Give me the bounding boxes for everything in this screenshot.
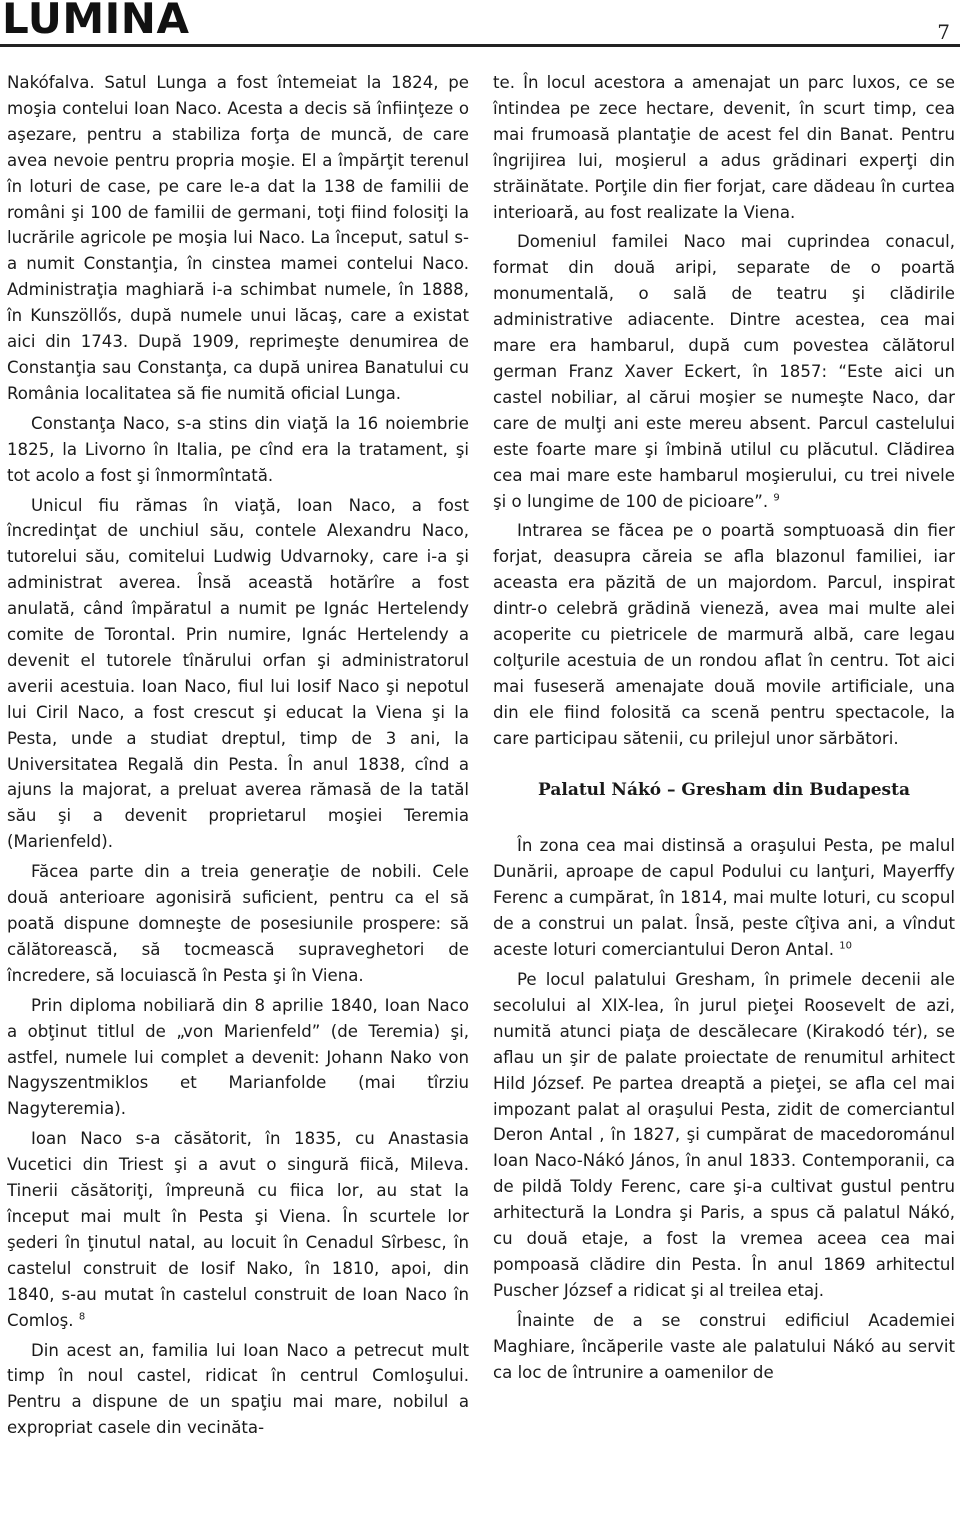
paragraph bbox=[493, 967, 955, 1304]
paragraph bbox=[7, 1126, 469, 1333]
footnote-marker: 10 bbox=[839, 940, 853, 952]
paragraph bbox=[7, 859, 469, 989]
page-number: 7 bbox=[937, 20, 950, 44]
paragraph-text: Unicul fiu rămas în viaţă, Ioan Naco, a fost încredinţat de unchiul său, contele Alexandru Naco, tutorelui său, comitelui Ludwig Udvarnoky, care i-a şi administrat averea. Însă această hotărîre a fost anulată, când împăratul a numit pe Ignác Hertelendy comite de Torontal. Prin numire, Ignác Hertelendy a devenit el tutorele tînărului orfan şi administratorul averii acestuia. Ioan Naco, fiul lui Iosif Naco şi nepotul lui Ciril Naco, a fost crescut şi educat la Viena şi la Pesta, unde a studiat dreptul, timp de 3 ani, la Universitatea Regală din Pesta. În anul 1838, cînd a ajuns la majorat, a preluat averea rămasă de la tatăl său şi a devenit proprietarul moşiei Teremia (Marienfeld). bbox=[7, 495, 469, 852]
paragraph-text: Prin diploma nobiliară din 8 aprilie 1840, Ioan Naco a obţinut titlul de „von Marienfeld” (de Teremia) şi, astfel, numele lui complet a devenit: Johann Nako von Nagyszentmiklos et Marianfolde (mai tîrziu Nagyteremia). bbox=[7, 995, 469, 1119]
paragraph-text: Din acest an, familia lui Ioan Naco a petrecut mult timp în noul castel, ridicat în centrul Comloşului. Pentru a dispune de un spaţiu mai mare, nobilul a expropriat casele din vecinăta- bbox=[7, 1340, 469, 1438]
page-header bbox=[0, 0, 960, 50]
paragraph-text: Intrarea se făcea pe o poartă somptuoasă din fier forjat, deasupra căreia se afla blazonul familiei, iar aceasta era păzită de un majordom. Parcul, inspirat dintr-o celebră grădină vieneză, avea mai multe alei acoperite cu pietricele de marmură albă, care legau colţurile acestuia de un rondou aflat în centru. Tot aici mai fuseseră amenajate două movile artificiale, una din ele fiind folosită ca scenă pentru spectacole, la care participau sătenii, cu prilejul unor sărbători. bbox=[493, 521, 955, 748]
paragraph-text: Domeniul familei Naco mai cuprindea conacul, format din două aripi, separate de o poartă monumentală, o sală de teatru şi clădirile administrative adiacente. Dintre acestea, cea mai mare era hambarul, după cum povestea călătorul german Franz Xaver Eckert, în 1857: “Este aici un castel nobiliar, al cărui moşier se numeşte Naco, dar care de mulţi ani este mereu absent. Parcul castelului este foarte mare şi îmbină utilul cu plăcutul. Clădirea cea mai mare este hambarul moşierului, cu trei nivele şi o lungime de 100 de picioare”. bbox=[493, 232, 955, 511]
paragraph bbox=[493, 833, 955, 963]
right-column bbox=[493, 70, 955, 1525]
paragraph bbox=[493, 229, 955, 514]
paragraph bbox=[493, 518, 955, 751]
paragraph-text: Pe locul palatului Gresham, în primele decenii ale secolului al XIX-lea, în jurul pieţei Roosevelt de azi, numită atunci piaţa de descălecare (Kirakodó tér), se aflau un şir de palate proiectate de renumitul arhitect Hild József. Pe partea dreaptă a pieţei, se afla cel mai impozant palat al oraşului Pesta, zidit de comerciantul Deron Antal , în 1827, şi cumpărat de macedorománul Ioan Naco-Nákó János, în anul 1833. Contemporanii, ca de pildă Toldy Ferenc, care şi-a cultivat gustul pentru arhitectură la Londra şi Paris, a spus că palatul Nákó, cu două etaje, a fost la vremea aceea cea mai pompoasă clădire din Pesta. În anul 1869 arhitectul Puscher József a ridicat şi al treilea etaj. bbox=[493, 970, 955, 1300]
header-rule bbox=[0, 44, 960, 47]
right-column-bottom bbox=[493, 833, 955, 1385]
paragraph bbox=[493, 70, 955, 225]
right-column-top bbox=[493, 70, 955, 752]
footnote-marker: 9 bbox=[773, 491, 780, 503]
paragraph-text: te. În locul acestora a amenajat un parc luxos, ce se întindea pe zece hectare, devenit, în scurt timp, cea mai frumoasă plantaţie de acest fel din Banat. Pentru îngrijirea lui, moşierul a adus grădinari experţi din străinătate. Porţile din fier forjat, care dădeau în curtea interioară, au fost realizate la Viena. bbox=[493, 73, 955, 222]
left-column bbox=[7, 70, 469, 1525]
paragraph-text: Făcea parte din a treia generaţie de nobili. Cele două anterioare agonisiră suficient, pentru ca el să poată dispune domneşte de posesiunile prospere: să călătorească, să tocmească supraveghetori de încredere, să locuiască în Pesta şi în Viena. bbox=[7, 862, 469, 985]
footnote-marker: 8 bbox=[78, 1311, 86, 1323]
paragraph bbox=[7, 993, 469, 1123]
paragraph-text: Ioan Naco s-a căsătorit, în 1835, cu Anastasia Vucetici din Triest şi a avut o singură fiică, Mileva. Tinerii căsătoriţi, împreună cu fiica lor, au stat la început mai mult în Pesta şi Viena. În scurtele lor şederi în ţinutul natal, au locuit în Cenadul Sîrbesc, în castelul construit de Iosif Nako, în 1810, apoi, din 1840, s-au mutat în castelul construit de Ioan Naco în Comloş. bbox=[7, 1129, 469, 1330]
paragraph bbox=[7, 1338, 469, 1442]
paragraph bbox=[7, 493, 469, 856]
paragraph-text: Nakófalva. Satul Lunga a fost întemeiat la 1824, pe moşia contelui Ioan Naco. Acesta a decis să înfiinţeze o aşezare, pentru a stabiliza forţa de muncă, de care avea nevoie pentru propria moşie. El a împărţit terenul în loturi de case, pe care le-a dat la 138 de familii de români şi 100 de familii de germani, toţi fiind folosiţi la lucrările agricole pe moşia lui Naco. La început, satul s-a numit Constanţia, în cinstea mamei contelui Naco. Administraţia maghiară i-a schimbat numele, în 1888, în Kunszöllős, după numele unui lăcaş, care a existat aici din 1743. După 1909, reprimeşte denumirea de Constanţia sau Constanţa, ca după unirea Banatului cu România localitatea să fie numită oficial Lunga. bbox=[7, 73, 469, 403]
paragraph-text: În zona cea mai distinsă a oraşului Pesta, pe malul Dunării, aproape de capul Podului cu lanţuri, Mayerffy Ferenc a cumpărat, în 1814, mai multe loturi, cu scopul de a construi un palat. Însă, peste cîţiva ani, a vîndut aceste loturi comerciantului Deron Antal. bbox=[493, 836, 955, 960]
paragraph bbox=[7, 411, 469, 489]
paragraph bbox=[493, 1308, 955, 1386]
publication-title: LUMINA bbox=[2, 0, 190, 43]
paragraph-text: Înainte de a se construi edificiul Academiei Maghiare, încăperile vaste ale palatului Nákó au servit ca loc de întrunire a oamenilor de bbox=[493, 1310, 955, 1382]
section-heading: Palatul Nákó – Gresham din Budapesta bbox=[538, 779, 910, 800]
paragraph bbox=[7, 70, 469, 407]
paragraph-text: Constanţa Naco, s-a stins din viaţă la 16 noiembrie 1825, la Livorno în Italia, pe cînd era la tratament, şi tot acolo a fost şi înmormîntată. bbox=[7, 413, 469, 485]
